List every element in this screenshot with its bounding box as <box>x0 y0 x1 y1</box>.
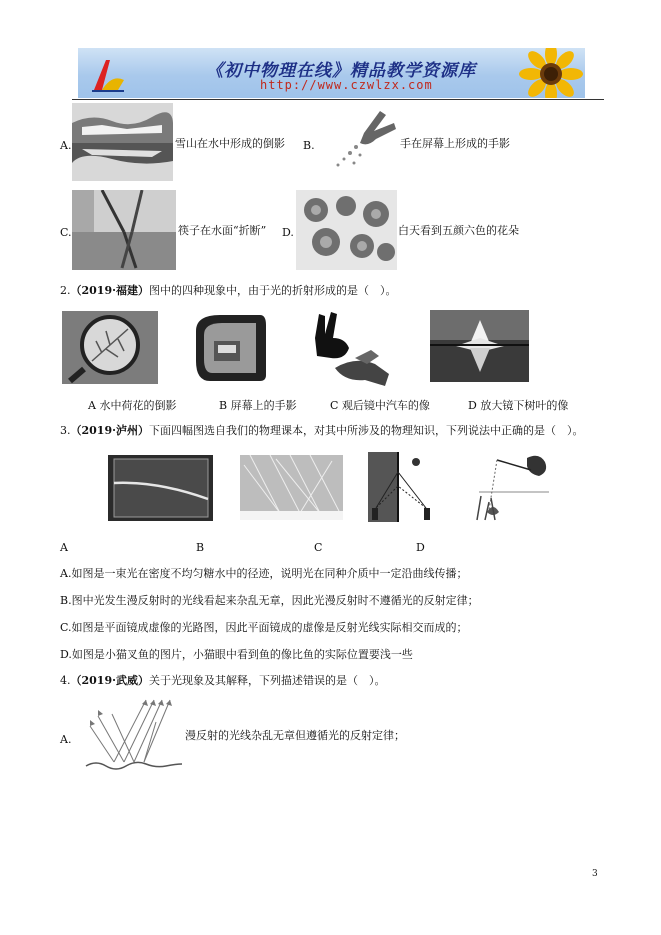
q3-image-plane-mirror <box>368 452 434 522</box>
q1-option-b-text: 手在屏幕上形成的手影 <box>400 137 510 150</box>
q2-image-rearview-mirror <box>190 311 268 384</box>
header-rule <box>72 99 604 100</box>
site-logo-icon <box>88 54 128 94</box>
q3-image-sugar-water <box>108 455 213 521</box>
q2-source: （2019·福建） <box>70 284 149 297</box>
q1-option-a-text: 雪山在水中形成的倒影 <box>175 137 285 150</box>
q2-number: 2. <box>60 284 71 297</box>
q2-caption-b: B 屏幕上的手影 <box>219 399 297 412</box>
q4-option-a-text: 漫反射的光线杂乱无章但遵循光的反射定律； <box>185 729 405 742</box>
q4-option-a-letter: A. <box>60 733 72 746</box>
q3-image-cat-fishing <box>467 452 549 522</box>
q2-image-hand-shadow <box>305 308 392 391</box>
q4-number: 4. <box>60 674 71 687</box>
q1-image-flowers <box>296 190 397 270</box>
page-number: 3 <box>592 869 598 879</box>
q3-label-c: C <box>314 541 323 554</box>
q3-number: 3. <box>60 424 71 437</box>
q3-stem-line <box>60 424 583 438</box>
q1-option-c-text: 筷子在水面“折断” <box>178 224 267 237</box>
q3-option-c: C.如图是平面镜成虚像的光路图，因此平面镜成的虚像是反射光线实际相交而成的； <box>60 621 468 634</box>
q3-option-b: B.图中光发生漫反射时的光线看起来杂乱无章，因此光漫反射时不遵循光的反射定律； <box>60 594 479 607</box>
q2-stem-line <box>60 284 396 298</box>
banner-url: http://www.czwlzx.com <box>260 78 433 92</box>
q3-option-a: A.如图是一束光在密度不均匀糖水中的径迹，说明光在同种介质中一定沿曲线传播； <box>60 567 468 580</box>
q3-image-diffuse-reflection <box>240 455 343 520</box>
q2-image-lotus-reflection <box>430 310 529 382</box>
q4-stem: 关于光现象及其解释，下列描述错误的是（ ）。 <box>148 674 386 687</box>
q2-caption-c: C 观后镜中汽车的像 <box>330 399 430 412</box>
banner-title: 《初中物理在线》精品教学资源库 <box>206 61 476 81</box>
q4-stem-line <box>60 674 385 688</box>
q2-caption-d: D 放大镜下树叶的像 <box>468 399 569 412</box>
q3-option-d: D.如图是小猫叉鱼的图片，小猫眼中看到鱼的像比鱼的实际位置要浅一些 <box>60 648 413 661</box>
q1-option-d-text: 白天看到五颜六色的花朵 <box>398 224 519 237</box>
q4-source: （2019·武威） <box>70 674 149 687</box>
q1-image-snow-mountain <box>72 103 173 181</box>
q1-option-c-letter: C. <box>60 226 72 239</box>
q1-option-d-letter: D. <box>282 226 294 239</box>
header-banner <box>78 48 585 98</box>
q3-label-a: A <box>60 541 68 554</box>
q1-option-a-letter: A. <box>60 139 72 152</box>
q1-image-hand-shadow <box>320 103 400 175</box>
q2-caption-a: A 水中荷花的倒影 <box>88 399 177 412</box>
q3-label-d: D <box>416 541 425 554</box>
q2-stem: 图中的四种现象中，由于光的折射形成的是（ ）。 <box>148 284 397 297</box>
q1-option-b-letter: B. <box>303 139 315 152</box>
q1-image-chopsticks <box>72 190 176 270</box>
sunflower-icon <box>511 48 583 98</box>
q2-image-magnifier-leaf <box>62 311 158 384</box>
q3-label-b: B <box>196 541 205 554</box>
q4-image-diffuse-reflection <box>84 696 184 772</box>
q3-stem: 下面四幅图选自我们的物理课本，对其中所涉及的物理知识，下列说法中正确的是（ ）。 <box>148 424 584 437</box>
q3-source: （2019·泸州） <box>70 424 149 437</box>
